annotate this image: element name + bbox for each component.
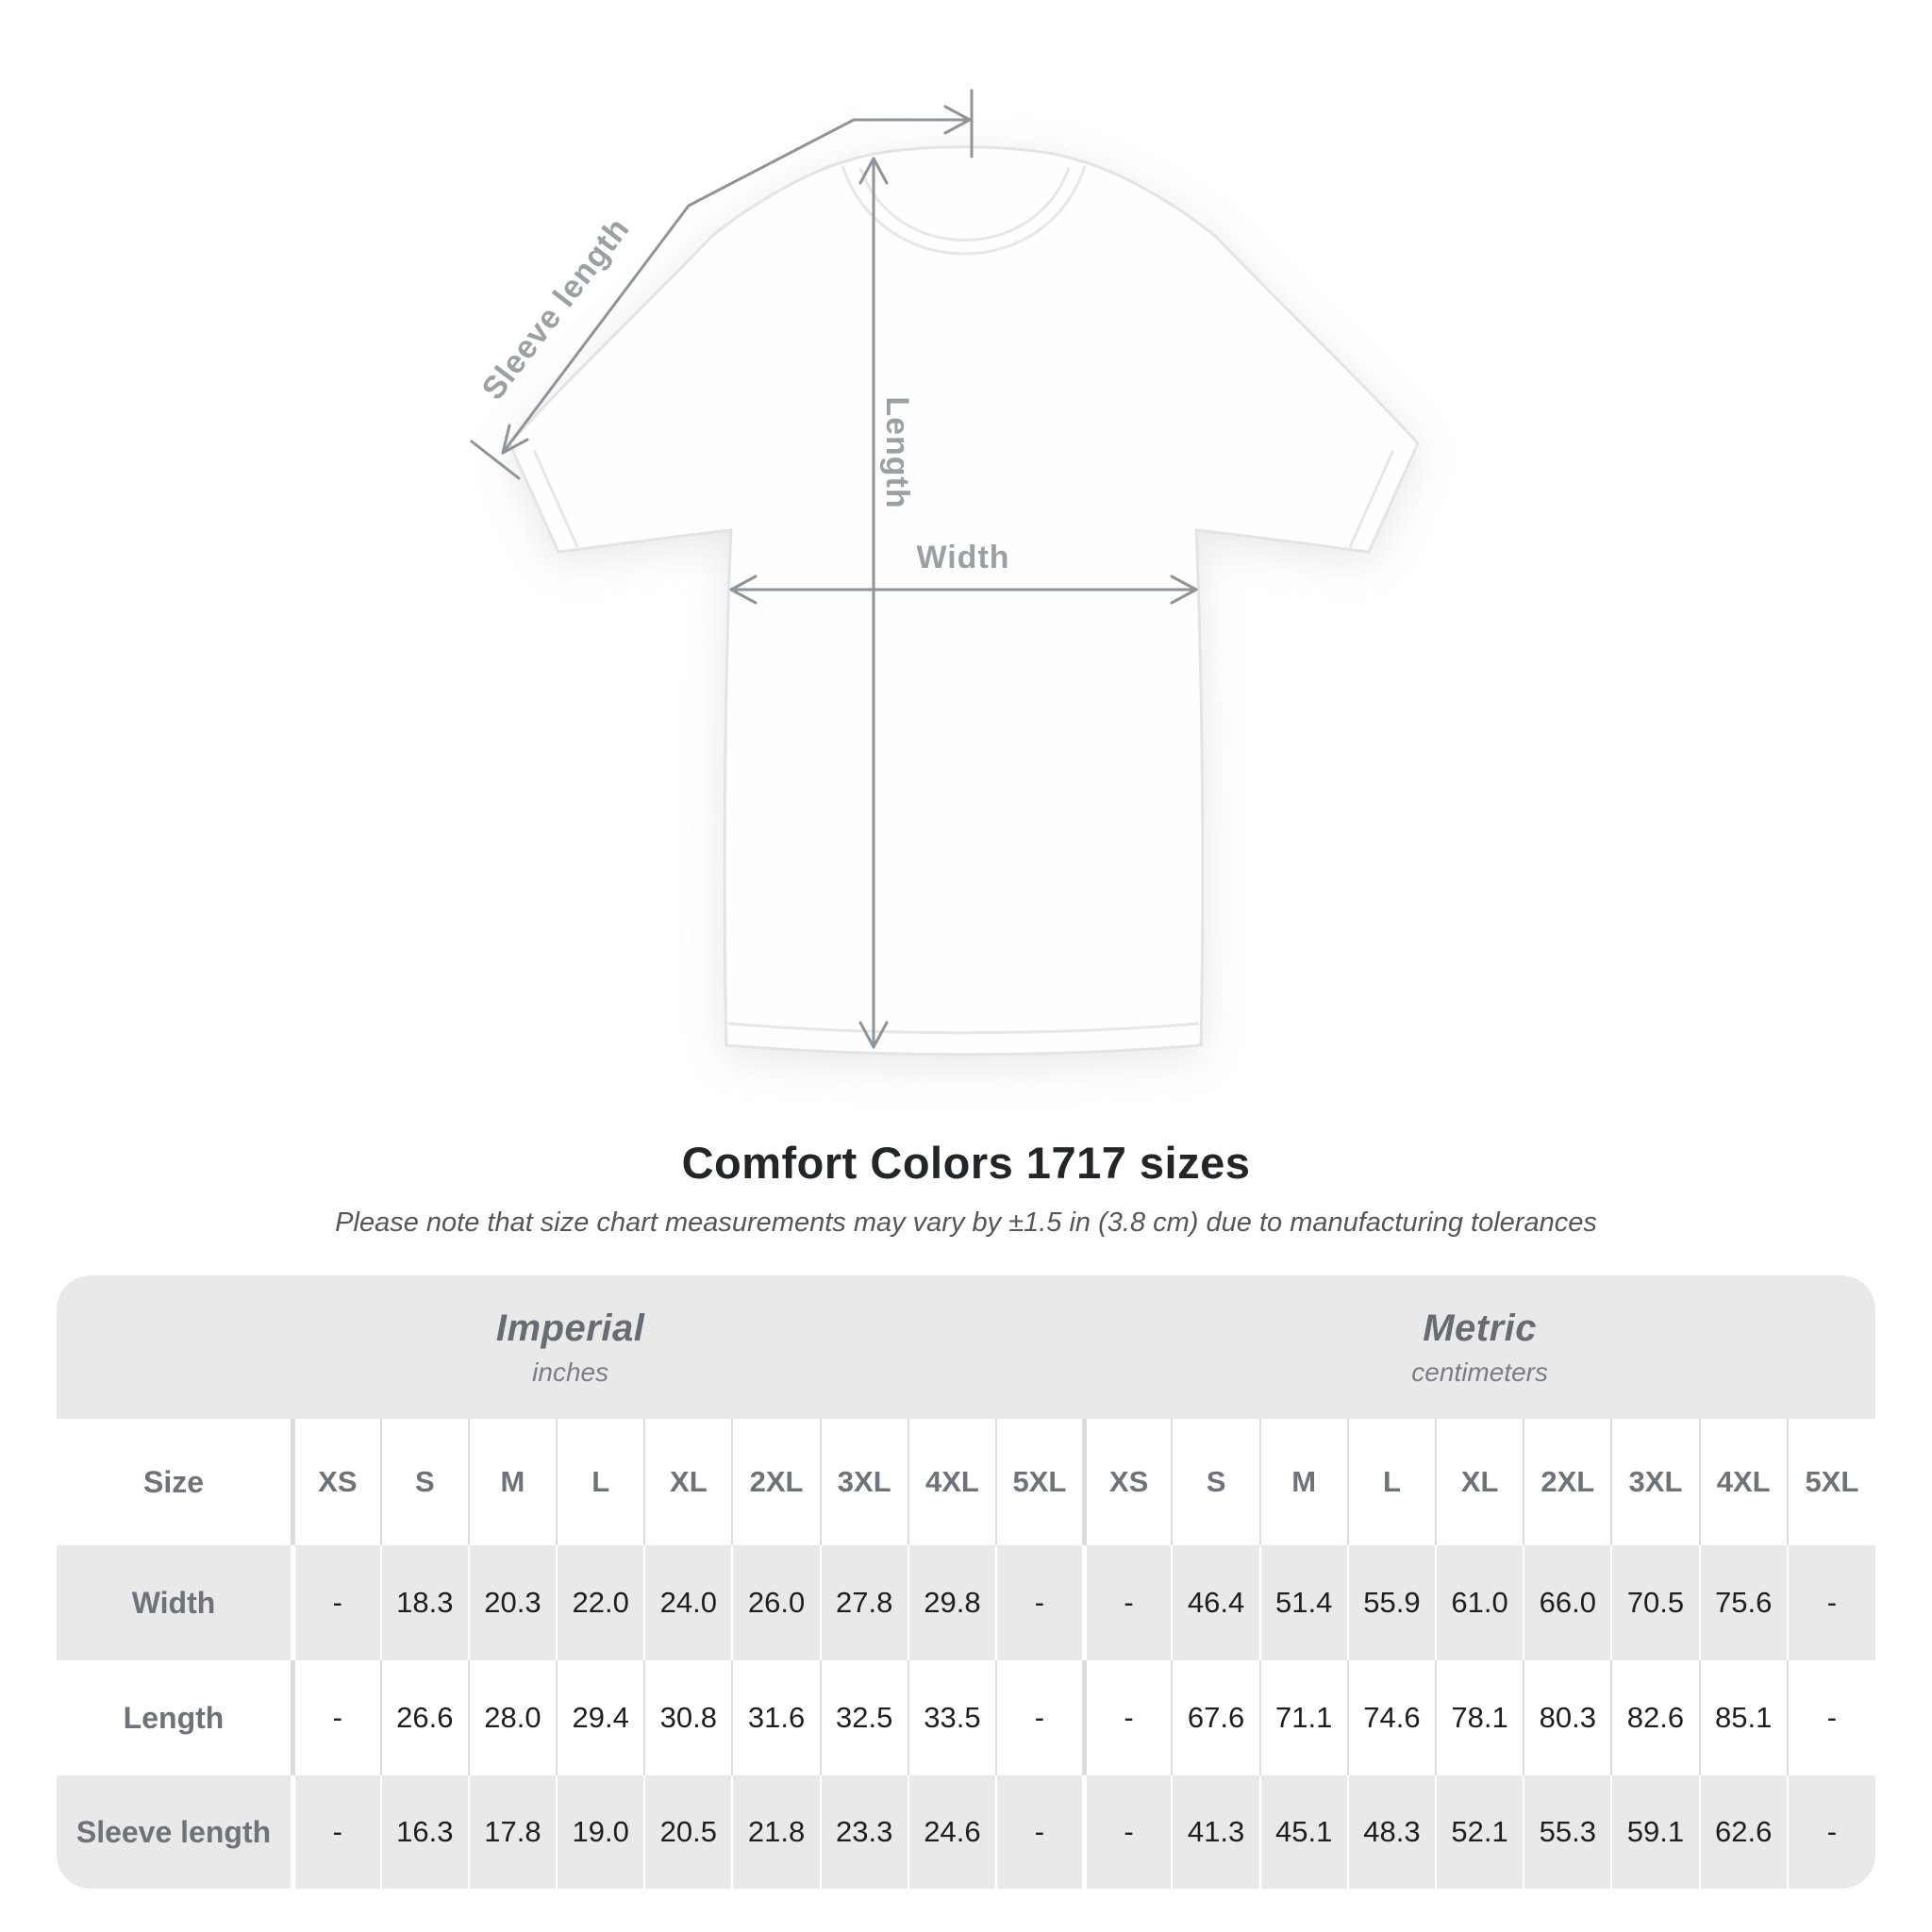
value-cell: 61.0 xyxy=(1436,1545,1524,1660)
value-cell: 26.0 xyxy=(732,1545,820,1660)
row-label: Width xyxy=(57,1545,293,1660)
value-cell: - xyxy=(1788,1545,1875,1660)
value-cell: 29.4 xyxy=(557,1660,644,1775)
size-header: M xyxy=(1260,1419,1348,1545)
value-cell: 85.1 xyxy=(1700,1660,1788,1775)
value-cell: 32.5 xyxy=(821,1660,908,1775)
value-cell: 31.6 xyxy=(732,1660,820,1775)
size-header: 5XL xyxy=(1788,1419,1875,1545)
value-cell: 27.8 xyxy=(821,1545,908,1660)
value-cell: 21.8 xyxy=(732,1775,820,1889)
value-cell: 78.1 xyxy=(1436,1660,1524,1775)
value-cell: 24.0 xyxy=(644,1545,732,1660)
value-cell: 20.3 xyxy=(469,1545,557,1660)
size-header: XS xyxy=(293,1419,381,1545)
table-row-length xyxy=(57,1660,1875,1775)
value-cell: 74.6 xyxy=(1348,1660,1436,1775)
size-header: L xyxy=(557,1419,644,1545)
value-cell: 55.9 xyxy=(1348,1545,1436,1660)
metric-group-header xyxy=(1084,1275,1875,1419)
length-label: Length xyxy=(879,396,915,509)
size-header: XL xyxy=(1436,1419,1524,1545)
size-header-row xyxy=(57,1419,1875,1545)
value-cell: 75.6 xyxy=(1700,1545,1788,1660)
size-column-header: Size xyxy=(57,1419,293,1545)
size-header: S xyxy=(1172,1419,1259,1545)
value-cell: 66.0 xyxy=(1524,1545,1611,1660)
value-cell: - xyxy=(1084,1775,1172,1889)
table-row-sleeve-length xyxy=(57,1775,1875,1889)
value-cell: 51.4 xyxy=(1260,1545,1348,1660)
table-row-width xyxy=(57,1545,1875,1660)
value-cell: 45.1 xyxy=(1260,1775,1348,1889)
value-cell: 30.8 xyxy=(644,1660,732,1775)
metric-label: Metric xyxy=(1423,1307,1538,1349)
value-cell: - xyxy=(1084,1660,1172,1775)
size-header: 2XL xyxy=(732,1419,820,1545)
unit-group-row xyxy=(57,1275,1875,1419)
value-cell: - xyxy=(293,1545,381,1660)
value-cell: 23.3 xyxy=(821,1775,908,1889)
size-header: 4XL xyxy=(908,1419,996,1545)
value-cell: 62.6 xyxy=(1700,1775,1788,1889)
value-cell: 28.0 xyxy=(469,1660,557,1775)
page-title: Comfort Colors 1717 sizes xyxy=(681,1138,1251,1188)
value-cell: 67.6 xyxy=(1172,1660,1259,1775)
value-cell: 33.5 xyxy=(908,1660,996,1775)
value-cell: 17.8 xyxy=(469,1775,557,1889)
value-cell: 59.1 xyxy=(1611,1775,1699,1889)
size-header: S xyxy=(381,1419,469,1545)
value-cell: - xyxy=(293,1775,381,1889)
tshirt-outline xyxy=(509,147,1418,1055)
value-cell: 20.5 xyxy=(644,1775,732,1889)
value-cell: 41.3 xyxy=(1172,1775,1259,1889)
value-cell: 24.6 xyxy=(908,1775,996,1889)
row-label: Sleeve length xyxy=(57,1775,293,1889)
size-header: 3XL xyxy=(1611,1419,1699,1545)
width-label: Width xyxy=(916,540,1010,575)
size-header: XS xyxy=(1084,1419,1172,1545)
value-cell: 16.3 xyxy=(381,1775,469,1889)
size-table xyxy=(57,1275,1875,1889)
imperial-units: inches xyxy=(532,1357,609,1387)
value-cell: - xyxy=(996,1660,1084,1775)
value-cell: 46.4 xyxy=(1172,1545,1259,1660)
size-header: M xyxy=(469,1419,557,1545)
value-cell: 48.3 xyxy=(1348,1775,1436,1889)
value-cell: 70.5 xyxy=(1611,1545,1699,1660)
value-cell: 55.3 xyxy=(1524,1775,1611,1889)
value-cell: - xyxy=(996,1545,1084,1660)
value-cell: 52.1 xyxy=(1436,1775,1524,1889)
value-cell: 29.8 xyxy=(908,1545,996,1660)
value-cell: 80.3 xyxy=(1524,1660,1611,1775)
value-cell: 26.6 xyxy=(381,1660,469,1775)
size-header: 5XL xyxy=(996,1419,1084,1545)
tolerance-note: Please note that size chart measurements may vary by ±1.5 in (3.8 cm) due to manufacturing tolerances xyxy=(335,1208,1597,1238)
size-header: 4XL xyxy=(1700,1419,1788,1545)
value-cell: - xyxy=(1788,1660,1875,1775)
value-cell: 22.0 xyxy=(557,1545,644,1660)
size-header: 3XL xyxy=(821,1419,908,1545)
imperial-group-header xyxy=(57,1275,1084,1419)
value-cell: - xyxy=(293,1660,381,1775)
size-header: 2XL xyxy=(1524,1419,1611,1545)
sleeve-length-label: Sleeve length xyxy=(475,210,638,407)
value-cell: - xyxy=(996,1775,1084,1889)
size-header: XL xyxy=(644,1419,732,1545)
value-cell: - xyxy=(1084,1545,1172,1660)
size-header: L xyxy=(1348,1419,1436,1545)
imperial-label: Imperial xyxy=(495,1307,645,1349)
value-cell: 19.0 xyxy=(557,1775,644,1889)
value-cell: 71.1 xyxy=(1260,1660,1348,1775)
row-label: Length xyxy=(57,1660,293,1775)
metric-units: centimeters xyxy=(1411,1357,1548,1387)
value-cell: - xyxy=(1788,1775,1875,1889)
value-cell: 18.3 xyxy=(381,1545,469,1660)
value-cell: 82.6 xyxy=(1611,1660,1699,1775)
size-table-container xyxy=(57,1275,1875,1889)
